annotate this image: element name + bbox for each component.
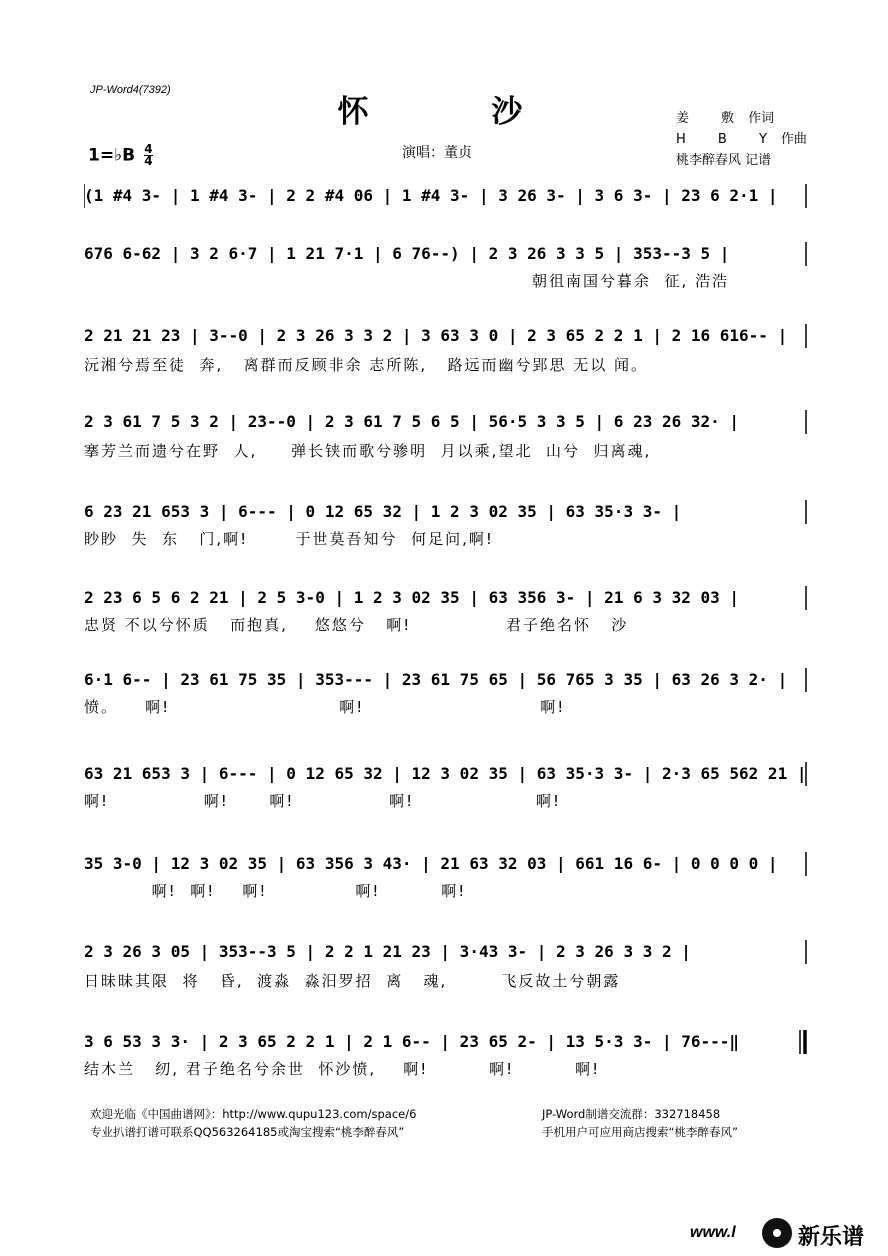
site-logo [690, 1214, 886, 1254]
notation-line: 2 3 26 3 05 | 353--3 5 | 2 2 1 21 23 | 3·43 3- | 2 3 26 3 3 2 | [84, 942, 691, 961]
notation-system-7 [84, 666, 808, 694]
lyricist-name: 姜 敷 [676, 111, 749, 126]
software-tag: JP-Word4(7392) [90, 84, 171, 96]
transcriber-credit: 桃李醉春风 记谱 [676, 153, 772, 168]
footer-website-note: 欢迎光临《中国曲谱网》：http://www.qupu123.com/space/6 [90, 1107, 417, 1121]
notation-system-8 [84, 760, 808, 788]
footer-group-note: JP-Word制谱交流群：332718458 [542, 1107, 721, 1121]
notation-line: 2 23 6 5 6 2 21 | 2 5 3-0 | 1 2 3 02 35 | 63 356 3- | 21 6 3 32 03 | [84, 588, 740, 607]
lyric-line-6: 忠贤 不以兮怀质 而抱真, 悠悠兮 啊! 君子绝名怀 沙 [84, 616, 629, 634]
notation-system-10 [84, 938, 808, 966]
lyric-line-3: 沅湘兮焉至徒 奔, 离群而反顾非余 志所陈, 路远而幽兮郢思 无以 闻。 [84, 356, 648, 374]
composer-role: 作曲 [780, 132, 807, 147]
notation-line: 63 21 653 3 | 6--- | 0 12 65 32 | 12 3 02 35 | 63 35·3 3- | 2·3 65 562 21 | [84, 764, 807, 783]
singer-credit: 演唱：董贞 [402, 145, 472, 161]
notation-system-5 [84, 498, 808, 526]
composer-name: H B Y [676, 132, 781, 147]
notation-line: 676 6-62 | 3 2 6·7 | 1 21 7·1 | 6 76--) | 2 3 26 3 3 5 | 353--3 5 | [84, 244, 730, 263]
lyricist-role: 作词 [748, 111, 775, 126]
notation-line: 3 6 53 3 3· | 2 3 65 2 2 1 | 2 1 6-- | 23 65 2- | 13 5·3 3- | 76---‖ [84, 1032, 740, 1051]
notation-system-6 [84, 584, 808, 612]
notation-line: (1 #4 3- | 1 #4 3- | 2 2 #4 06 | 1 #4 3- | 3 26 3- | 3 6 3- | 23 6 2·1 | [84, 186, 778, 205]
lyric-line-2: 朝徂南国兮暮余 征, 浩浩 [532, 272, 730, 290]
key-signature [88, 144, 153, 167]
notation-line: 2 21 21 23 | 3--0 | 2 3 26 3 3 2 | 3 63 3 0 | 2 3 65 2 2 1 | 2 16 616-- | [84, 326, 788, 345]
lyric-line-9: 啊! 啊! 啊! 啊! 啊! [84, 882, 467, 900]
lyric-line-11: 结木兰 纫, 君子绝名兮余世 怀沙愤, 啊! 啊! 啊! [84, 1060, 601, 1078]
notation-line: 35 3-0 | 12 3 02 35 | 63 356 3 43· | 21 63 32 03 | 661 16 6- | 0 0 0 0 | [84, 854, 778, 873]
lyric-line-7: 愤。 啊! 啊! 啊! [84, 698, 566, 716]
notation-system-2 [84, 240, 808, 268]
logo-brand: 新乐谱 [798, 1225, 865, 1250]
credits-block [676, 108, 816, 171]
notation-line: 6·1 6-- | 23 61 75 35 | 353--- | 23 61 75 65 | 56 765 3 35 | 63 26 3 2· | [84, 670, 788, 689]
lyric-line-8: 啊! 啊! 啊! 啊! 啊! [84, 792, 562, 810]
time-signature-top: 4 [144, 142, 153, 156]
notation-line: 2 3 61 7 5 3 2 | 23--0 | 2 3 61 7 5 6 5 | 56·5 3 3 5 | 6 23 26 32· | [84, 412, 740, 431]
logo-url: www.l [690, 1224, 736, 1241]
time-signature [144, 144, 153, 167]
notation-system-11 [84, 1028, 808, 1056]
key-label: 1=♭B [88, 145, 136, 166]
time-signature-bottom: 4 [144, 154, 153, 168]
lyric-line-10: 日昧昧其限 将 昏, 渡淼 淼汨罗招 离 魂, 飞反故土兮朝露 [84, 972, 621, 990]
vinyl-disc-icon [762, 1218, 792, 1248]
footer-app-note: 手机用户可应用商店搜索“桃李醉春风” [542, 1125, 738, 1139]
composer-credit [676, 129, 816, 150]
song-title: 怀 沙 [337, 94, 579, 130]
lyric-line-4: 搴芳兰而遗兮在野 人, 弹长铗而歌兮骖明 月以乘,望北 山兮 归离魂, [84, 442, 652, 460]
notation-system-1 [84, 182, 808, 210]
notation-system-9 [84, 850, 808, 878]
lyricist-credit [676, 108, 816, 129]
lyric-line-5: 眇眇 失 东 门,啊! 于世莫吾知兮 何足问,啊! [84, 530, 494, 548]
footer-contact-note: 专业扒谱打谱可联系QQ563264185或淘宝搜索“桃李醉春风” [90, 1125, 405, 1139]
notation-line: 6 23 21 653 3 | 6--- | 0 12 65 32 | 1 2 3 02 35 | 63 35·3 3- | [84, 502, 682, 521]
notation-system-3 [84, 322, 808, 350]
notation-system-4 [84, 408, 808, 436]
